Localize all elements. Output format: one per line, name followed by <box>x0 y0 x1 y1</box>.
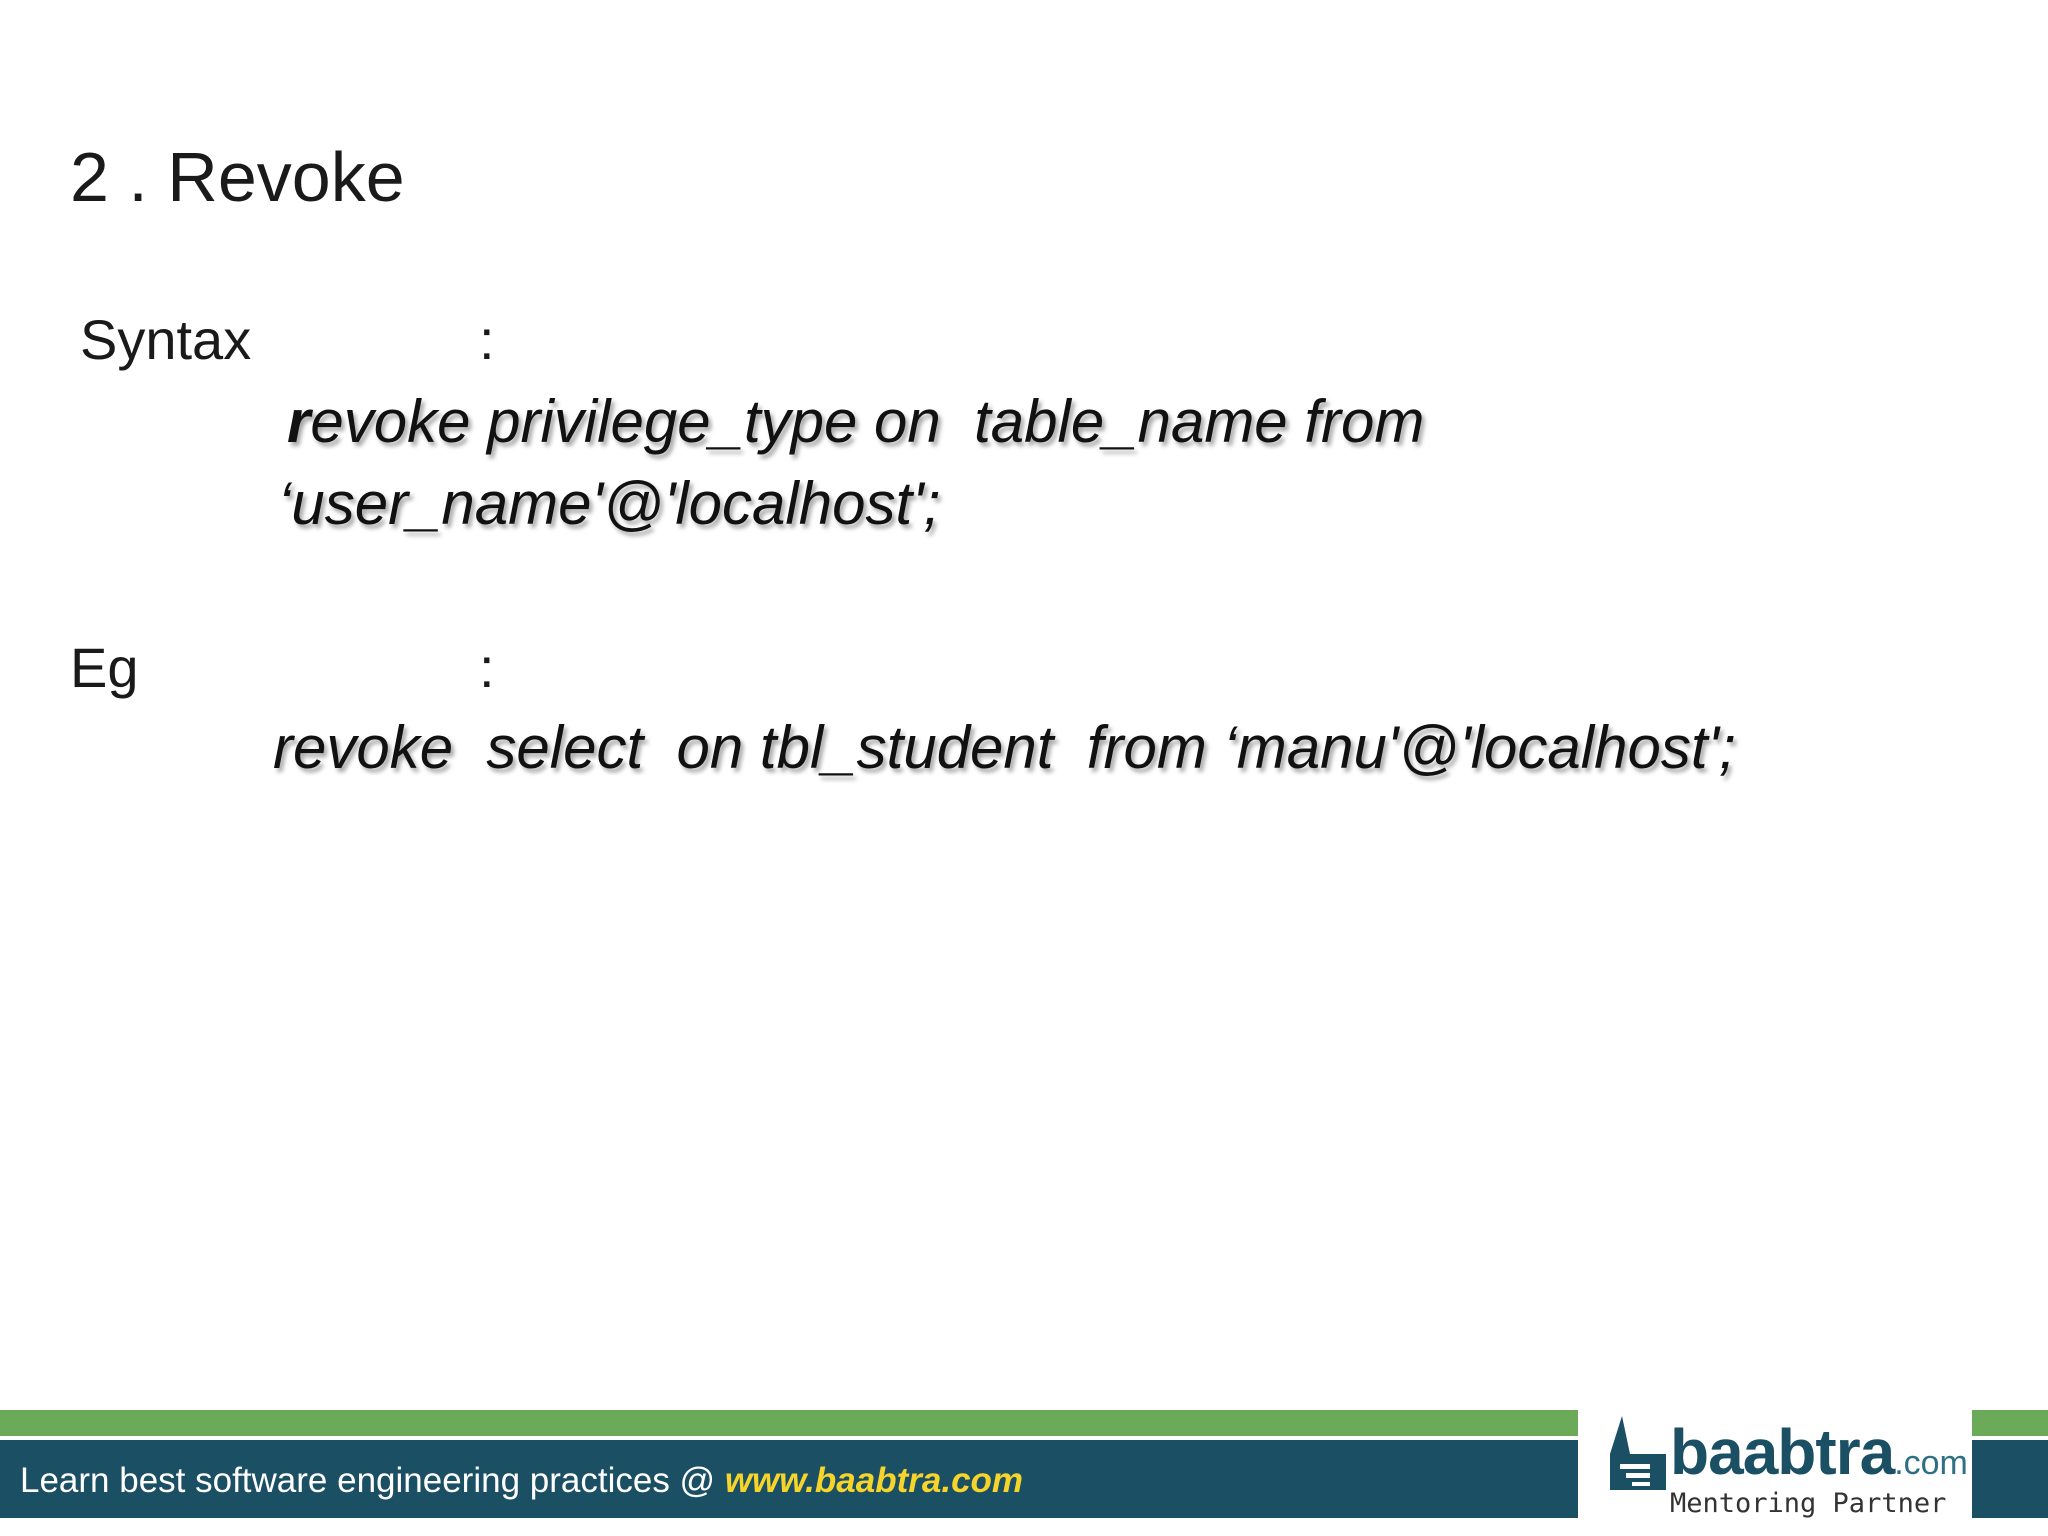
slide-title: 2 . Revoke <box>70 138 405 216</box>
example-label: Eg <box>70 636 139 699</box>
footer-website-link[interactable]: www.baabtra.com <box>724 1461 1024 1500</box>
logo-tagline: Mentoring Partner <box>1670 1488 1947 1519</box>
syntax-code-lead-letter: r <box>287 388 311 455</box>
syntax-label: Syntax <box>80 308 252 371</box>
example-colon: : <box>479 636 495 699</box>
syntax-code-line-1 <box>287 388 1425 455</box>
footer-tagline <box>20 1463 1023 1498</box>
logo-wordmark <box>1670 1416 1968 1488</box>
footer-bar-right <box>1972 1440 2048 1518</box>
footer-tagline-text: Learn best software engineering practices @ <box>20 1461 725 1500</box>
logo-suffix: .com <box>1894 1444 1968 1482</box>
syntax-colon: : <box>479 308 495 371</box>
example-code: revoke select on tbl_student from ‘manu'@'localhost'; <box>273 714 1736 781</box>
syntax-code-line-2: ‘user_name'@'localhost'; <box>278 470 941 537</box>
footer-green-stripe <box>0 1410 1578 1436</box>
logo-name: baabtra <box>1670 1416 1895 1488</box>
baabtra-logo-icon <box>1600 1414 1670 1494</box>
baabtra-logo <box>1600 1408 1968 1526</box>
footer-green-stripe-right <box>1972 1410 2048 1436</box>
syntax-code-line-1-text: evoke privilege_type on table_name from <box>310 388 1425 455</box>
